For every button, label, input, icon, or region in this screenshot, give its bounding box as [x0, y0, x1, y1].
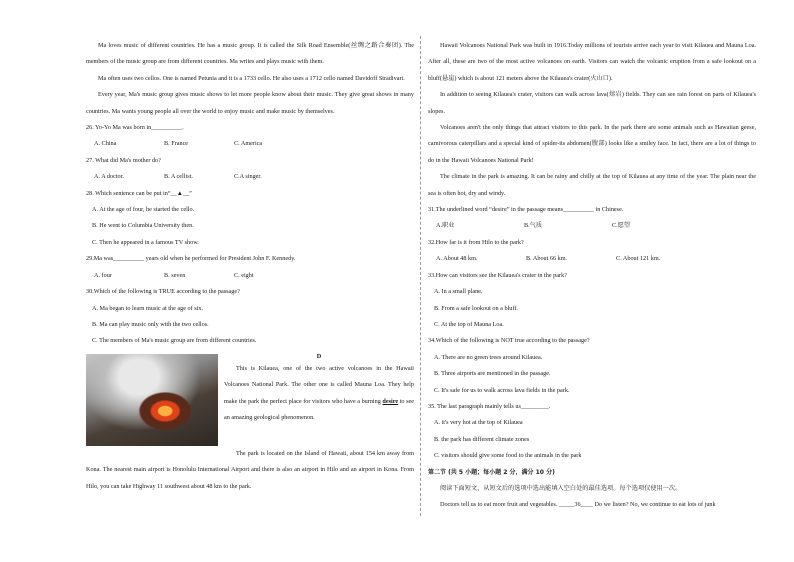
option: B. France — [164, 140, 189, 148]
option: C. About 121 km. — [616, 255, 661, 263]
left-column — [86, 38, 414, 495]
option: A. four — [94, 271, 112, 279]
paragraph: Volcanoes aren't the only things that attract visitors to this park. In the park there are some animals such as Hawaiian geese, carnivorous caterpillars and a special kind of spider-its abdomen(腹部) looks like a smiley face. In fact, there are a lot of things to do in the Hawaii Volcanoes National Park! — [428, 124, 756, 164]
option: C. Then he appeared in a famous TV show. — [92, 238, 199, 246]
section-label-d: D — [316, 352, 322, 360]
option: A. About 48 km. — [436, 255, 478, 263]
option: B. He went to Columbia University then. — [92, 222, 194, 230]
option: B. About 66 km. — [526, 255, 568, 263]
question-33: 33.How can visitors see the Kilauea's crater in the park? — [428, 271, 567, 279]
paragraph: The park is located on the Island of Hawaii, about 154 km away from Kona. The nearest main airport is Honolulu International Airport and there is also an airport in Hilo and an airport in Kona. From Hilo, you can take Highway 11 southwest about 48 km to the park. — [86, 449, 414, 490]
question-31-options — [428, 218, 756, 234]
option: C.愿望 — [612, 222, 631, 230]
option: C. It's safe for us to walk across lava fields in the park. — [434, 386, 570, 394]
option: A. China — [94, 140, 117, 148]
question-30: 30.Which of the following is TRUE according to the passage? — [86, 288, 240, 296]
option: B. A cellist. — [164, 173, 193, 181]
option: A. A doctor. — [94, 173, 124, 181]
question-28: 28. Which sentence can be put in“__▲__” — [86, 189, 192, 197]
passage-d-text — [224, 352, 414, 446]
option: C. At the top of Mauna Loa. — [434, 320, 504, 328]
volcano-photo — [86, 354, 218, 446]
option: B. Three airports are mentioned in the passage. — [434, 370, 551, 378]
paragraph: This is Kilauea, one of the two active volcanoes in the Hawaii Volcanoes National Park. The other one is called Mauna Loa. They help make the park the perfect place for visitors who have a burning desire to see an amazing geological phenomenon. — [224, 364, 414, 421]
paragraph: Ma often uses two cellos. One is named Petunia and it is a 1733 cello. He also uses a 1712 cello named Davidoff Stradivari. — [98, 74, 405, 82]
question-35: 35. The last paragraph mainly tells us_________. — [428, 402, 551, 410]
option: C. The members of Ma's music group are from different countries. — [92, 337, 257, 345]
question-34: 34.Which of the following is NOT true according to the passage? — [428, 337, 590, 345]
option: B. seven — [164, 271, 186, 279]
option: A. it's very hot at the top of Kilauea — [434, 419, 523, 427]
option: A. In a small plane. — [434, 288, 483, 296]
question-26: 26. Yo-Yo Ma was born in__________. — [86, 124, 184, 132]
option: A. At the age of four, he started the cello. — [92, 206, 195, 214]
option: A. Ma began to learn music at the age of six. — [92, 304, 203, 312]
option: B.气质 — [524, 222, 543, 230]
option: B. the park has different climate zones — [434, 435, 530, 443]
option: B. From a safe lookout on a bluff. — [434, 304, 518, 312]
paragraph: Ma loves music of different countries. He has a music group. It is called the Silk Road Ensemble(丝绸之路合奏团). The members of the music group are from different countries. Ma writes and plays music with them. — [86, 42, 414, 66]
paragraph: Every year, Ma's music group gives music shows to let more people know about their music. They give great shows in many countries. Ma wants young people all over the world to enjoy music and make music by themselves. — [86, 91, 414, 115]
option: A. There are no green trees around Kilauea. — [434, 353, 543, 361]
column-divider — [420, 36, 421, 516]
paragraph: Doctors tell us to eat more fruit and vegetables. _____36____ Do we listen? No, we continue to eat lots of junk — [440, 501, 716, 509]
question-27-options — [86, 169, 414, 185]
question-31: 31.The underlined word “desire” in the passage means__________ in Chinese. — [428, 206, 624, 214]
section-heading: 第二节 (共 5 小题；每小题 2 分，满分 10 分) — [428, 468, 555, 476]
instruction: 阅读下面短文，从短文后的选项中选出能填入空白处的最佳选项。每个选项仅使用一次。 — [440, 484, 682, 492]
passage-d-intro — [86, 352, 414, 446]
option: C. visitors should give some food to the animals in the park — [434, 452, 582, 460]
right-column — [428, 38, 756, 514]
option: B. Ma can play music only with the two cellos. — [92, 320, 209, 328]
paragraph: The climate in the park is amazing. It can be rainy and chilly at the top of Kilauea at any time of the year. The plain near the sea is often hot, dry and windy. — [428, 173, 756, 197]
paragraph: In addition to seeing Kilauea's crater, visitors can walk across lava(熔岩) fields. They can see rain forest on parts of Kilauea's slopes. — [428, 91, 756, 115]
question-32-options — [428, 251, 756, 267]
question-32: 32.How far is it from Hilo to the park? — [428, 238, 524, 246]
underlined-word: desire — [382, 397, 399, 405]
option: C. America — [234, 140, 263, 148]
paragraph: Hawaii Volcanoes National Park was built in 1916.Today millions of tourists arrive each year to visit Kilauea and Mauna Loa. After all, these are two of the most active volcanoes on earth. Visitors can watch the volcanic eruption from a safe lookout on a bluff(悬崖) which is about 121 meters above the Kilauea's crater(火山口). — [428, 42, 756, 82]
question-29: 29.Ma was__________ years old when he performed for President John F. Kennedy. — [86, 255, 296, 263]
option: A.职业 — [436, 222, 455, 230]
option: C. eight — [234, 271, 254, 279]
option: C.A singer. — [234, 173, 262, 181]
question-29-options — [86, 268, 414, 284]
question-26-options — [86, 136, 414, 152]
question-27: 27. What did Ma's mother do? — [86, 156, 161, 164]
